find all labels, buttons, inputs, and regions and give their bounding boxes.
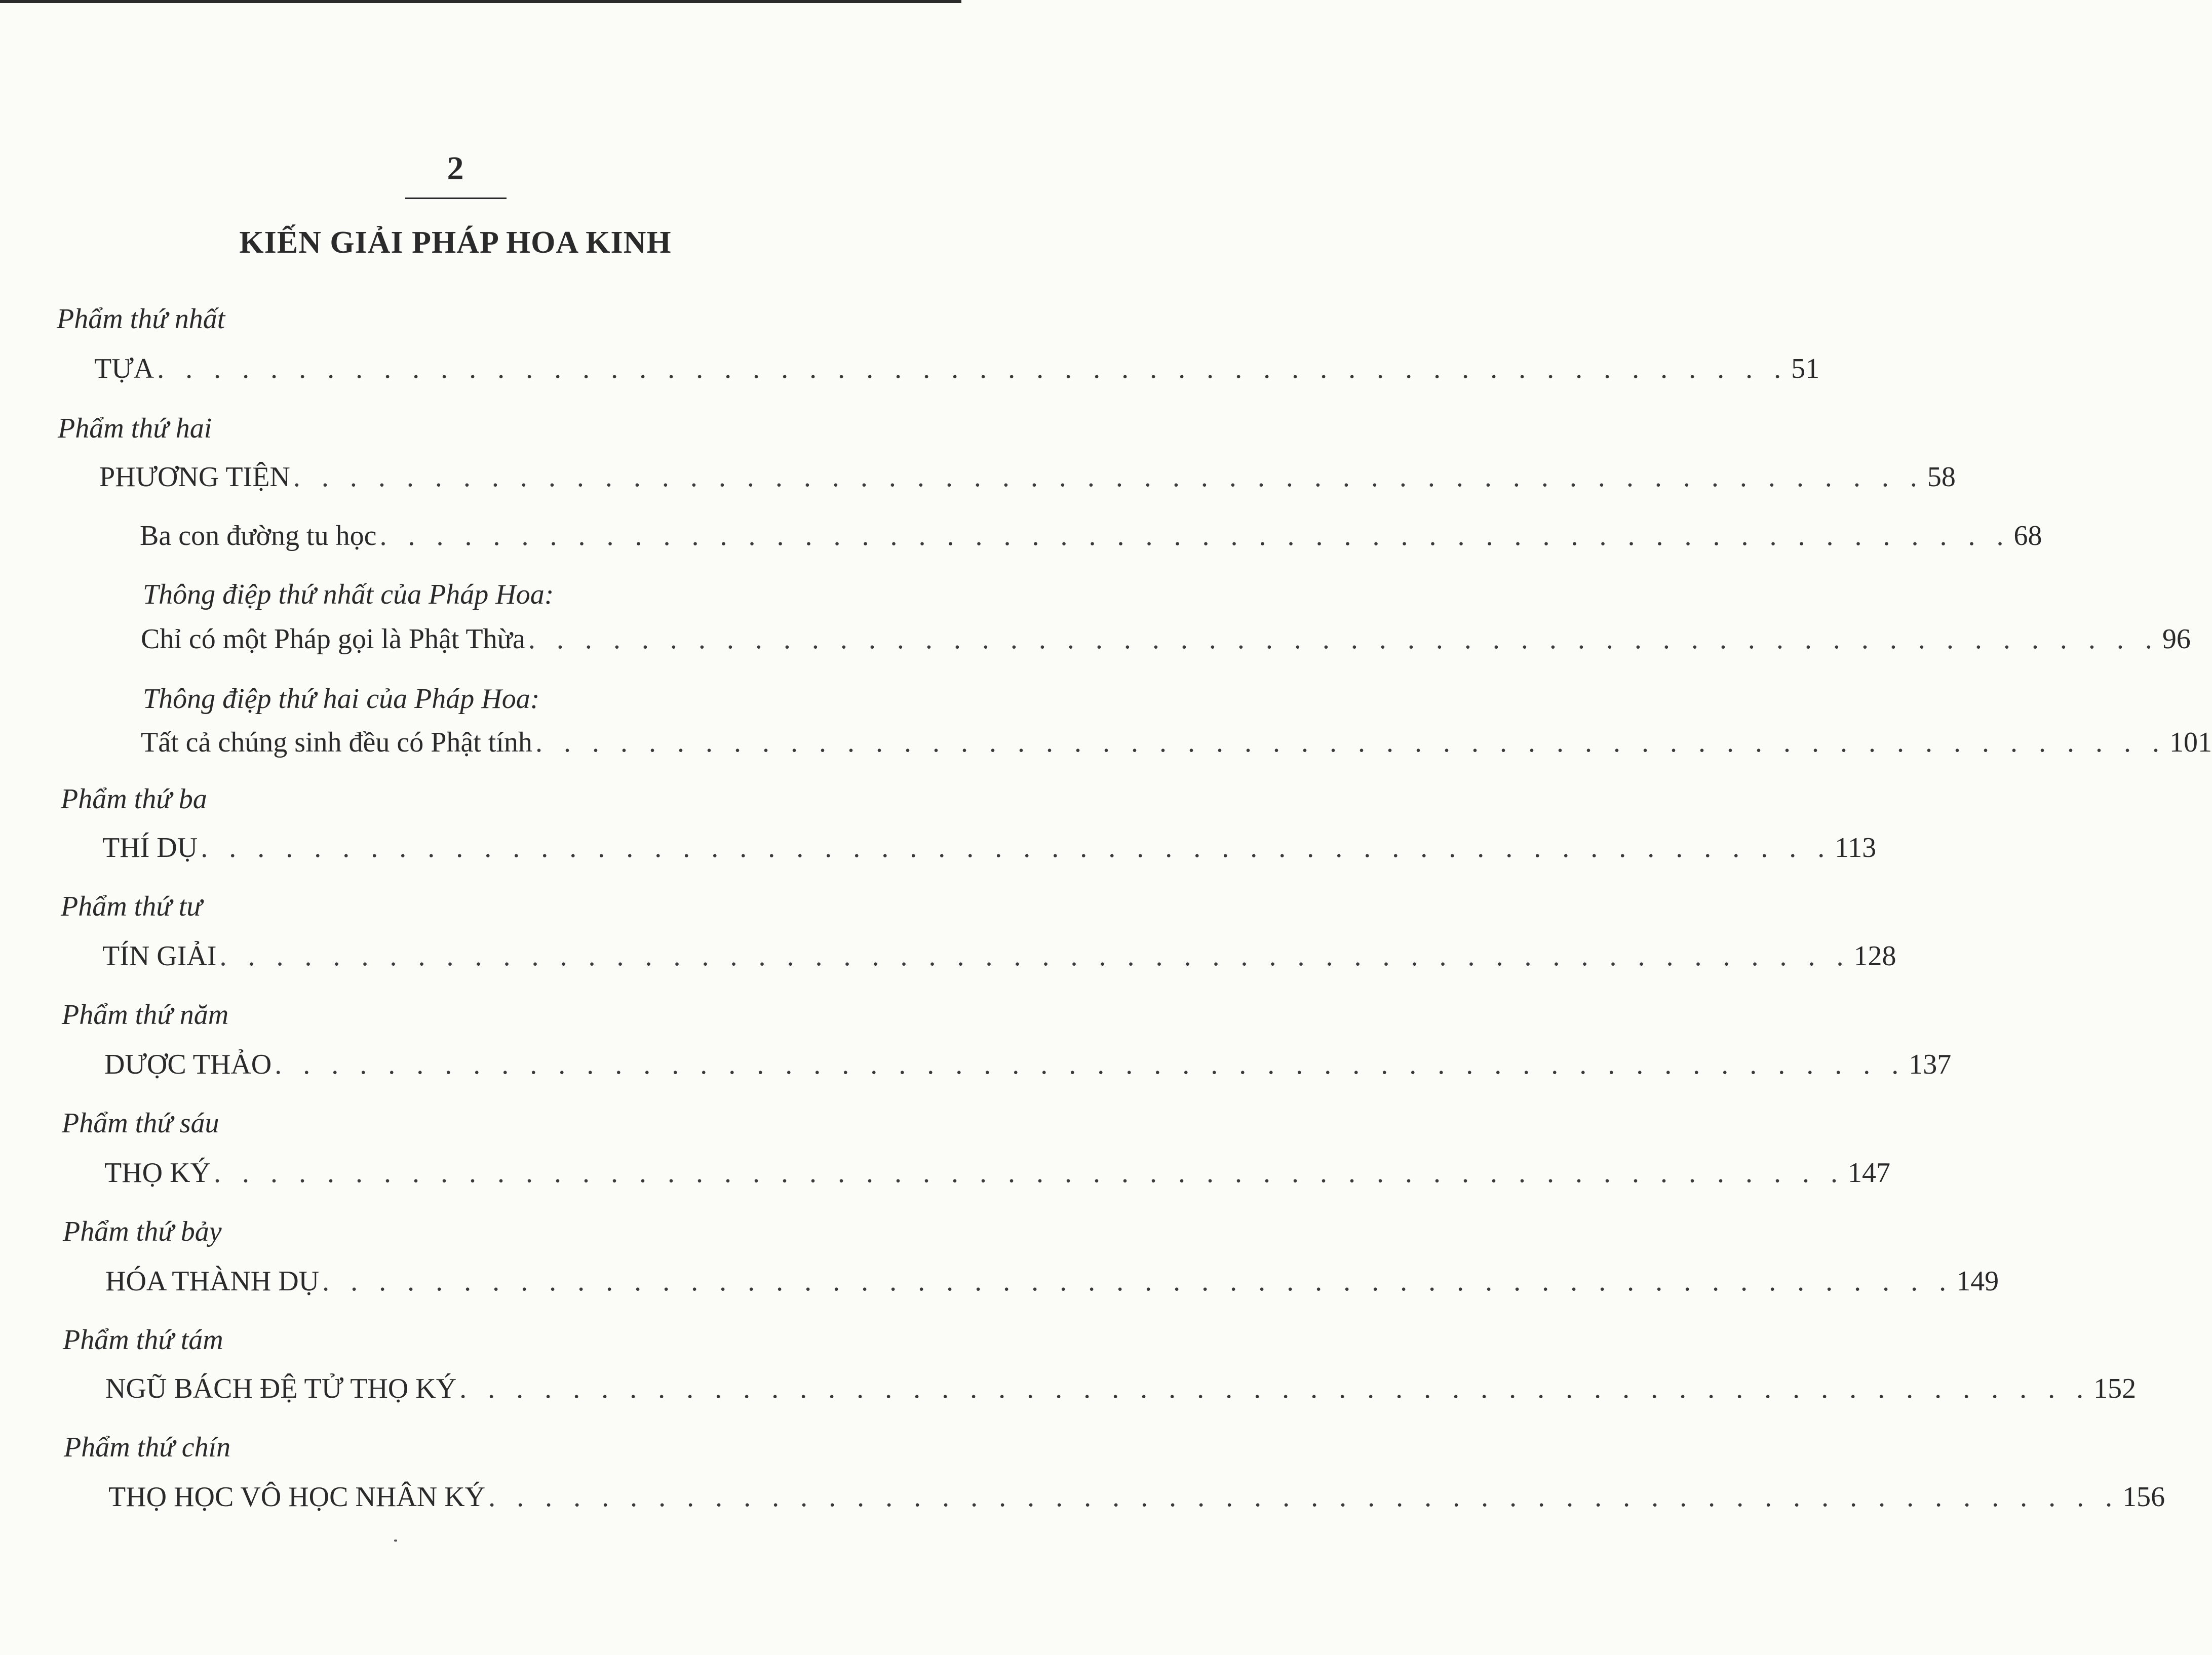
toc-entry-5[interactable] — [104, 1049, 1952, 1080]
chapter-label-1: Phẩm thứ nhất — [57, 303, 225, 335]
entry-title: TÍN GIẢI — [102, 940, 217, 972]
entry-title: Chỉ có một Pháp gọi là Phật Thừa — [141, 623, 525, 655]
dot-leader: . . . . . . . . . . . . . . . . . . . . . . . . . . . . . . . . . . . . . . . . . . . . . . . . . . . . . . . . . . — [488, 1481, 2120, 1513]
scan-top-edge — [0, 0, 961, 3]
chapter-label-3: Phẩm thứ ba — [61, 783, 207, 815]
entry-title: HÓA THÀNH DỤ — [105, 1266, 320, 1297]
dot-leader: . . . . . . . . . . . . . . . . . . . . . . . . . . . . . . . . . . . . . . . . . . . . . . . . . . . . . . . . . . — [219, 940, 1851, 972]
entry-title: Tất cả chúng sinh đều có Phật tính — [141, 727, 532, 758]
subentry-heading-2-2: Thông điệp thứ nhất của Pháp Hoa: — [143, 579, 554, 610]
chapter-label-8: Phẩm thứ tám — [63, 1324, 223, 1356]
entry-title: THỌ HỌC VÔ HỌC NHÂN KÝ — [108, 1481, 486, 1513]
entry-title: NGŨ BÁCH ĐỆ TỬ THỌ KÝ — [105, 1373, 457, 1404]
entry-title: PHƯƠNG TIỆN — [99, 461, 290, 493]
toc-entry-4[interactable] — [102, 940, 1896, 972]
toc-entry-6[interactable] — [104, 1157, 1890, 1189]
page-number: 113 — [1835, 832, 1877, 863]
toc-subentry-2-1[interactable] — [140, 520, 2042, 551]
entry-title: THÍ DỤ — [102, 832, 198, 863]
dot-leader: . . . . . . . . . . . . . . . . . . . . . . . . . . . . . . . . . . . . . . . . . . . . . . . . . . . . . . . . . . — [322, 1266, 1954, 1297]
page-number: 147 — [1847, 1157, 1890, 1189]
chapter-label-4: Phẩm thứ tư — [61, 891, 202, 922]
dot-leader: . . . . . . . . . . . . . . . . . . . . . . . . . . . . . . . . . . . . . . . . . . . . . . . . . . . . . . . . . . — [293, 461, 1924, 493]
toc-entry-3[interactable] — [102, 832, 1877, 863]
dot-leader: . . . . . . . . . . . . . . . . . . . . . . . . . . . . . . . . . . . . . . . . . . . . . . . . . . . . . . . . . . — [528, 623, 2159, 655]
toc-entry-9[interactable] — [108, 1481, 2165, 1513]
chapter-label-6: Phẩm thứ sáu — [62, 1108, 219, 1139]
toc-entry-1[interactable] — [94, 353, 1820, 384]
section-rule — [405, 198, 507, 199]
subentry-heading-2-3: Thông điệp thứ hai của Pháp Hoa: — [143, 683, 540, 715]
section-number: 2 — [447, 150, 464, 187]
dot-leader: . . . . . . . . . . . . . . . . . . . . . . . . . . . . . . . . . . . . . . . . . . . . . . . . . . . . . . . . . . — [275, 1049, 1906, 1080]
toc-subentry-2-3[interactable] — [141, 727, 2212, 758]
dot-leader: . . . . . . . . . . . . . . . . . . . . . . . . . . . . . . . . . . . . . . . . . . . . . . . . . . . . . . . . . . — [459, 1373, 2091, 1404]
toc-subentry-2-2[interactable] — [141, 623, 2191, 655]
dot-leader: . . . . . . . . . . . . . . . . . . . . . . . . . . . . . . . . . . . . . . . . . . . . . . . . . . . . . . . . . . — [535, 727, 2166, 758]
page-number: 51 — [1791, 353, 1820, 384]
chapter-label-2: Phẩm thứ hai — [58, 413, 212, 444]
section-title: KIẾN GIẢI PHÁP HOA KINH — [239, 225, 672, 260]
page-number: 128 — [1853, 940, 1896, 972]
entry-title: Ba con đường tu học — [140, 520, 377, 551]
entry-title: THỌ KÝ — [104, 1157, 211, 1189]
page-number: 68 — [2013, 520, 2042, 551]
dot-leader: . . . . . . . . . . . . . . . . . . . . . . . . . . . . . . . . . . . . . . . . . . . . . . . . . . . . . . . . . . — [213, 1157, 1845, 1189]
page-number: 149 — [1956, 1266, 1999, 1297]
page-number: 156 — [2122, 1481, 2165, 1513]
page-number: 137 — [1909, 1049, 1952, 1080]
scan-speck — [394, 1540, 397, 1542]
toc-entry-2[interactable] — [99, 461, 1956, 493]
dot-leader: . . . . . . . . . . . . . . . . . . . . . . . . . . . . . . . . . . . . . . . . . . . . . . . . . . . . . . . . . . — [201, 832, 1832, 863]
chapter-label-7: Phẩm thứ bảy — [63, 1216, 222, 1247]
page-number: 152 — [2093, 1373, 2137, 1404]
page-number: 96 — [2162, 623, 2191, 655]
toc-entry-7[interactable] — [105, 1266, 1999, 1297]
chapter-label-5: Phẩm thứ năm — [62, 999, 229, 1031]
page-number: 101 — [2169, 727, 2212, 758]
entry-title: TỰA — [94, 353, 154, 384]
page-number: 58 — [1927, 461, 1956, 493]
dot-leader: . . . . . . . . . . . . . . . . . . . . . . . . . . . . . . . . . . . . . . . . . . . . . . . . . . . . . . . . . . — [379, 520, 2011, 551]
dot-leader: . . . . . . . . . . . . . . . . . . . . . . . . . . . . . . . . . . . . . . . . . . . . . . . . . . . . . . . . . . — [157, 353, 1789, 384]
chapter-label-9: Phẩm thứ chín — [64, 1432, 231, 1463]
toc-entry-8[interactable] — [105, 1373, 2137, 1404]
entry-title: DƯỢC THẢO — [104, 1049, 272, 1080]
